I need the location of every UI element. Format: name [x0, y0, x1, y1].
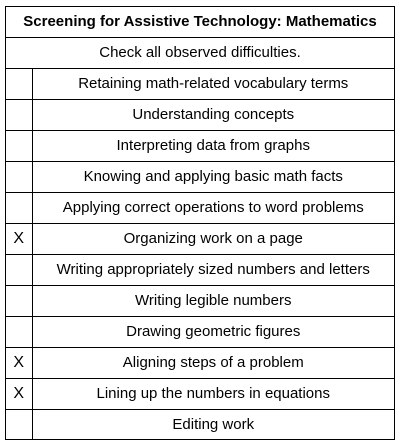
checklist-item-label: Editing work: [32, 410, 394, 441]
check-box[interactable]: [6, 131, 32, 162]
check-box[interactable]: [6, 286, 32, 317]
checklist-item-label: Knowing and applying basic math facts: [32, 162, 394, 193]
checklist-title: Screening for Assistive Technology: Mathematics: [6, 7, 394, 38]
check-box[interactable]: [6, 255, 32, 286]
instruction-row: [6, 38, 394, 69]
check-box[interactable]: [6, 410, 32, 441]
screening-checklist: [5, 6, 395, 440]
checklist-row: [6, 224, 394, 255]
checklist-row: [6, 410, 394, 441]
checklist-row: [6, 379, 394, 410]
checklist-row: [6, 69, 394, 100]
checklist-item-label: Retaining math-related vocabulary terms: [32, 69, 394, 100]
checklist-row: [6, 193, 394, 224]
checklist-item-label: Interpreting data from graphs: [32, 131, 394, 162]
checklist-row: [6, 255, 394, 286]
checklist-row: [6, 162, 394, 193]
check-box[interactable]: [6, 162, 32, 193]
checklist-item-label: Aligning steps of a problem: [32, 348, 394, 379]
check-box[interactable]: X: [6, 348, 32, 379]
checklist-item-label: Writing appropriately sized numbers and letters: [32, 255, 394, 286]
checklist-row: [6, 317, 394, 348]
checklist-item-label: Lining up the numbers in equations: [32, 379, 394, 410]
checklist-row: [6, 100, 394, 131]
check-box[interactable]: [6, 193, 32, 224]
checklist-item-label: Organizing work on a page: [32, 224, 394, 255]
checklist-table: [6, 7, 394, 440]
check-box[interactable]: X: [6, 379, 32, 410]
check-box[interactable]: [6, 317, 32, 348]
checklist-item-label: Drawing geometric figures: [32, 317, 394, 348]
checklist-row: [6, 131, 394, 162]
checklist-item-label: Understanding concepts: [32, 100, 394, 131]
check-box[interactable]: [6, 100, 32, 131]
checklist-row: [6, 348, 394, 379]
check-box[interactable]: X: [6, 224, 32, 255]
title-row: [6, 7, 394, 38]
checklist-item-label: Writing legible numbers: [32, 286, 394, 317]
checklist-item-label: Applying correct operations to word problems: [32, 193, 394, 224]
checklist-instruction: Check all observed difficulties.: [6, 38, 394, 69]
check-box[interactable]: [6, 69, 32, 100]
checklist-row: [6, 286, 394, 317]
